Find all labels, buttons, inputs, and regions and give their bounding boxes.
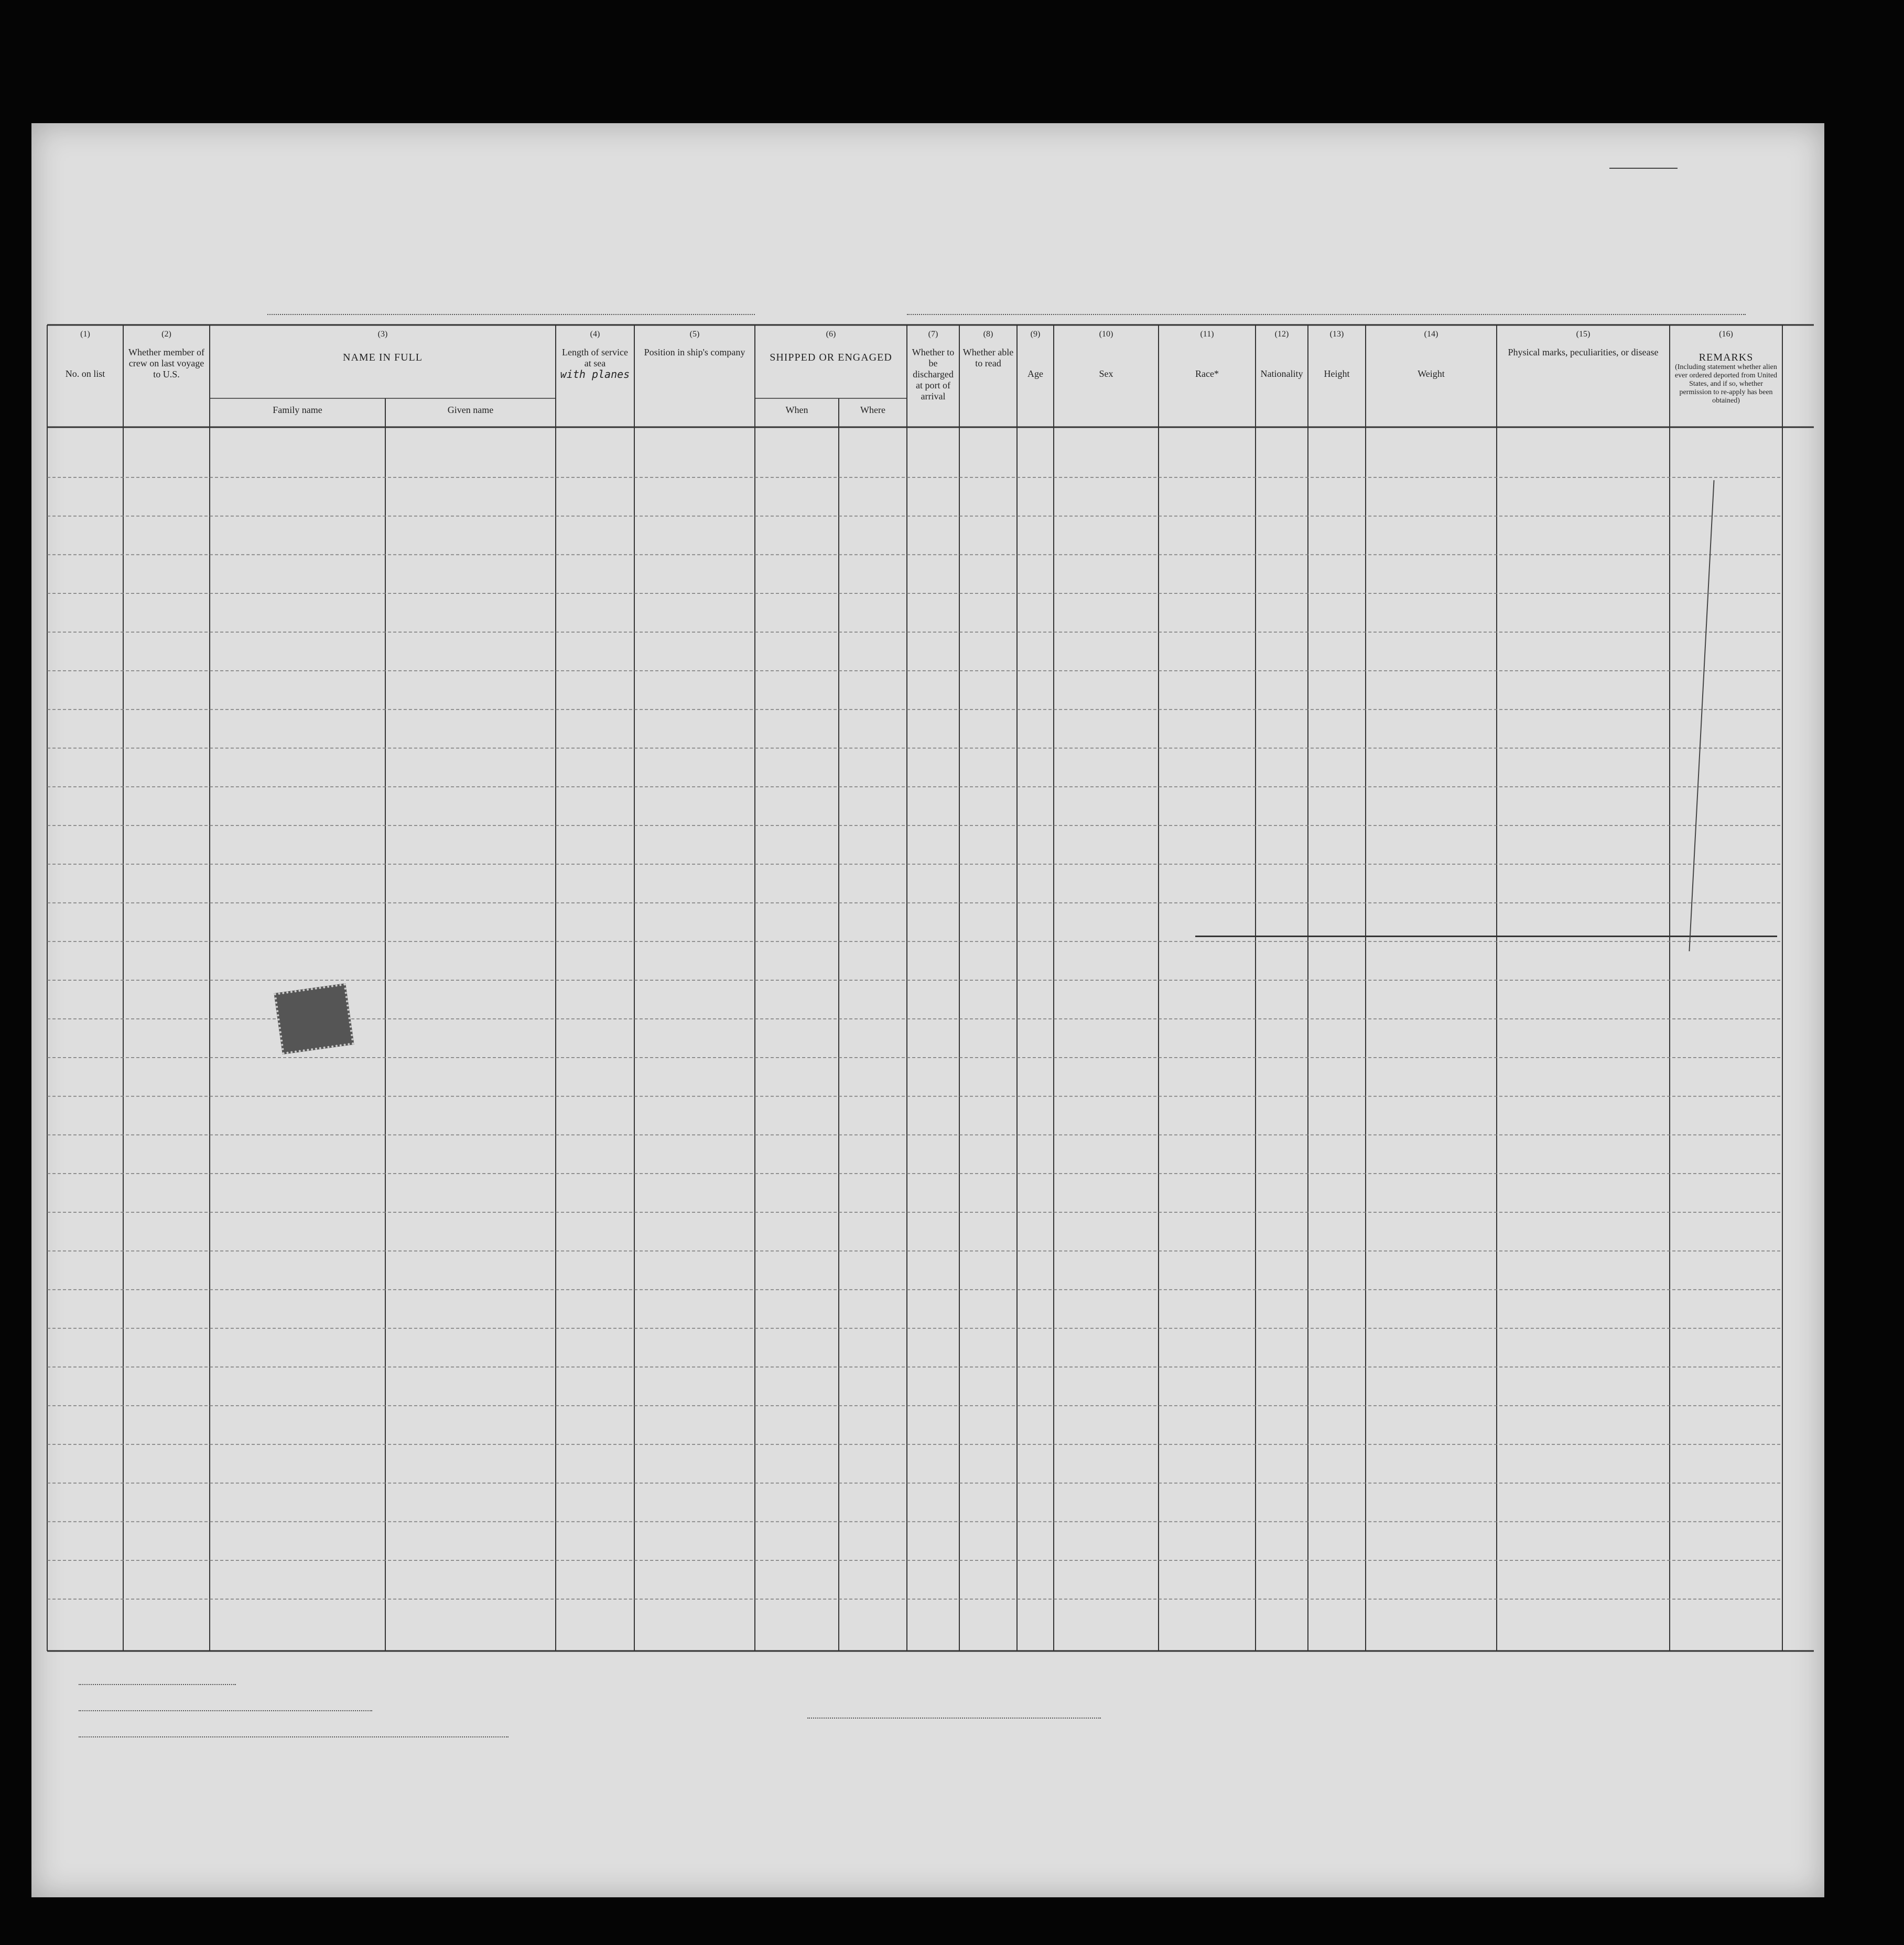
column-header bbox=[634, 329, 755, 426]
column-header bbox=[123, 329, 210, 426]
owners-row bbox=[79, 1701, 372, 1715]
column-header bbox=[755, 329, 907, 426]
line-row bbox=[79, 1675, 236, 1689]
column-number: (1) bbox=[80, 330, 90, 339]
column-header bbox=[1670, 329, 1782, 426]
visa-stamp bbox=[278, 899, 676, 1198]
column-header bbox=[1497, 329, 1670, 426]
column-label: Height bbox=[1324, 368, 1350, 379]
column-label: REMARKS bbox=[1699, 352, 1754, 363]
column-header bbox=[47, 329, 123, 426]
column-subheader: Given name bbox=[447, 405, 494, 415]
column-label: Physical marks, peculiarities, or disease bbox=[1508, 347, 1659, 357]
column-number: (14) bbox=[1424, 330, 1438, 339]
column-number: (5) bbox=[689, 330, 700, 339]
manifest-sheet bbox=[31, 123, 1824, 1897]
column-label: Race* bbox=[1195, 368, 1219, 379]
agents-row bbox=[79, 1727, 509, 1741]
column-header bbox=[556, 329, 634, 426]
column-label: Whether member of crew on last voyage to U.S. bbox=[128, 347, 204, 379]
column-header bbox=[959, 329, 1017, 426]
column-label: Weight bbox=[1418, 368, 1445, 379]
column-header bbox=[210, 329, 556, 426]
column-label: Whether able to read bbox=[962, 347, 1014, 368]
column-number: (7) bbox=[928, 330, 938, 339]
column-header bbox=[1017, 329, 1054, 426]
column-label: Length of service at sea bbox=[562, 347, 628, 368]
column-header bbox=[1054, 329, 1159, 426]
line-value bbox=[79, 1684, 236, 1685]
column-label: Age bbox=[1027, 368, 1043, 379]
column-number: (2) bbox=[161, 330, 171, 339]
agents-value bbox=[79, 1736, 509, 1737]
column-subheader: Where bbox=[860, 405, 885, 415]
column-label: No. on list bbox=[65, 368, 105, 379]
column-note: (Including statement whether alien ever ordered deported from United States, and if so, whether permission to re-apply has been obtained) bbox=[1674, 363, 1778, 405]
column-number: (8) bbox=[983, 330, 993, 339]
column-label: Nationality bbox=[1260, 368, 1303, 379]
column-header bbox=[1366, 329, 1497, 426]
column-number: (10) bbox=[1099, 330, 1113, 339]
inspector-line bbox=[807, 1718, 1101, 1719]
column-subheader: When bbox=[785, 405, 808, 415]
column-handwritten: with planes bbox=[560, 368, 630, 381]
column-number: (6) bbox=[826, 330, 836, 339]
column-number: (16) bbox=[1719, 330, 1733, 339]
owners-value bbox=[79, 1710, 372, 1711]
column-number: (13) bbox=[1329, 330, 1344, 339]
footer bbox=[79, 1675, 1809, 1884]
column-number: (12) bbox=[1274, 330, 1289, 339]
column-label: Position in ship's company bbox=[644, 347, 745, 357]
column-number: (4) bbox=[590, 330, 600, 339]
column-header bbox=[907, 329, 959, 426]
column-label: NAME IN FULL bbox=[343, 352, 423, 363]
column-header bbox=[1159, 329, 1256, 426]
column-label: Sex bbox=[1099, 368, 1113, 379]
column-label: Whether to be discharged at port of arrival bbox=[912, 347, 955, 401]
column-header bbox=[1256, 329, 1308, 426]
column-label: SHIPPED OR ENGAGED bbox=[770, 352, 892, 363]
column-number: (9) bbox=[1030, 330, 1041, 339]
column-number: (3) bbox=[377, 330, 388, 339]
column-number: (11) bbox=[1200, 330, 1214, 339]
column-number: (15) bbox=[1576, 330, 1591, 339]
fee-stamp bbox=[274, 983, 354, 1055]
column-header bbox=[1308, 329, 1366, 426]
column-subheader: Family name bbox=[273, 405, 322, 415]
